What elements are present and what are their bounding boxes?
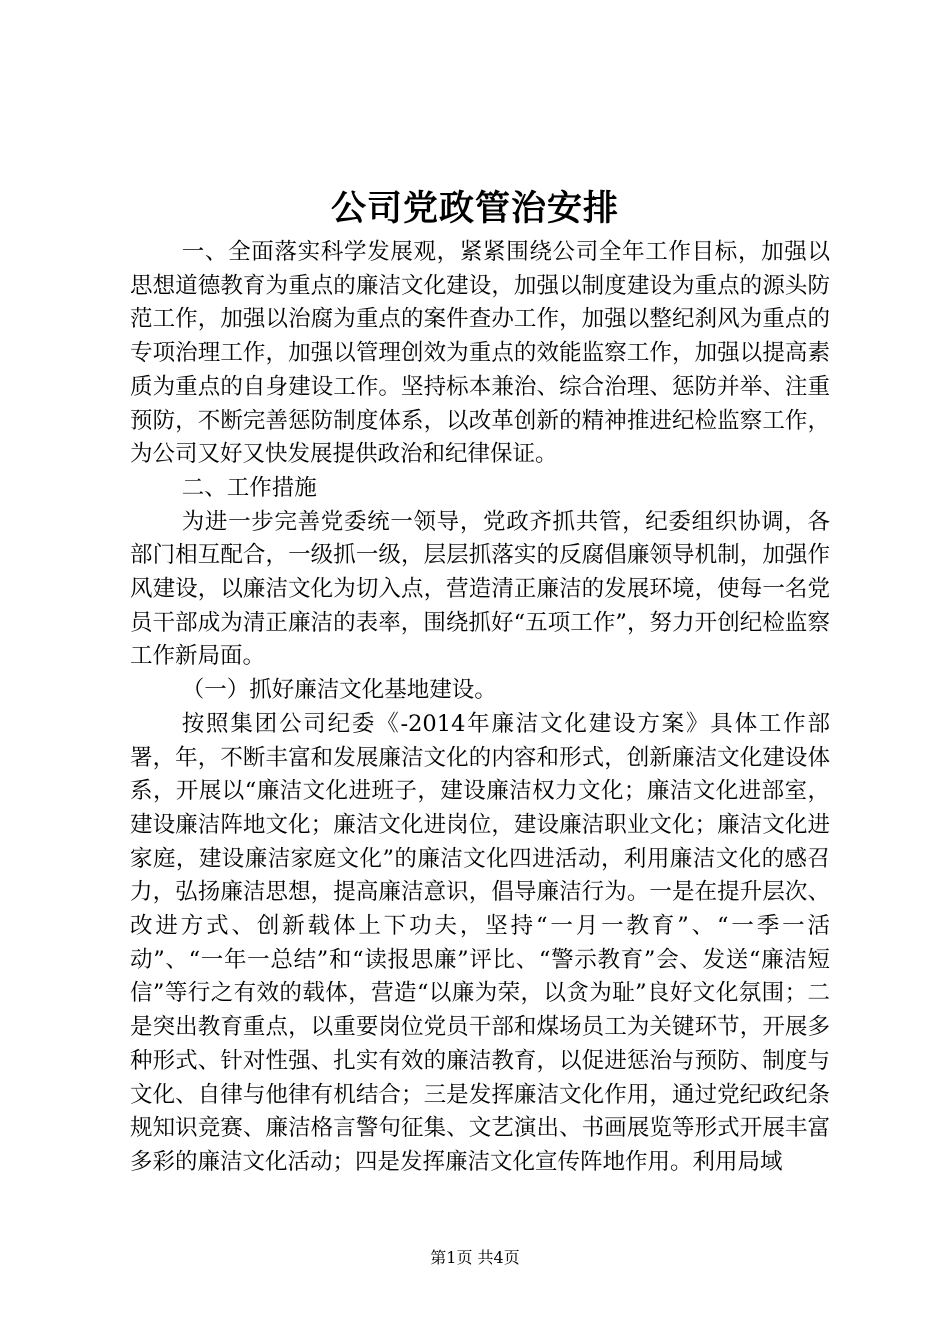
page-number-footer: 第1页 共4页 xyxy=(430,1248,520,1267)
subsection-heading-culture-base: （一）抓好廉洁文化基地建设。 xyxy=(181,677,497,704)
paragraph-culture-base: 按照集团公司纪委《-2014年廉洁文化建设方案》具体工作部署，年，不断丰富和发展廉洁文化的内容和形式，创新廉洁文化建设体系，开展以“廉洁文化进班子，建设廉洁权力文化；廉洁文化进部室，建设廉洁阵地文化；廉洁文化进岗位，建设廉洁职业文化；廉洁文化进家庭，建设廉洁家庭文化”的廉洁文化四进活动，利用廉洁文化的感召力，弘扬廉洁思想，提高廉洁意识，倡导廉洁行为。一是在提升层次、改进方式、创新载体上下功夫，坚持“一月一教育”、“一季一活动”、“一年一总结”和“读报思廉”评比、“警示教育”会、发送“廉洁短信”等行之有效的载体，营造“以廉为荣，以贪为耻”良好文化氛围；二是突出教育重点，以重要岗位党员干部和煤场员工为关键环节，开展多种形式、针对性强、扎实有效的廉洁教育，以促进惩治与预防、制度与文化、自律与他律有机结合；三是发挥廉洁文化作用，通过党纪政纪条规知识竞赛、廉洁格言警句征集、文艺演出、书画展览等形式开展丰富多彩的廉洁文化活动；四是发挥廉洁文化宣传阵地作用。利用局域 xyxy=(130,710,830,1175)
document-title: 公司党政管治安排 xyxy=(330,188,619,229)
paragraph-goal: 一、全面落实科学发展观，紧紧围绕公司全年工作目标，加强以思想道德教育为重点的廉洁文化建设，加强以制度建设为重点的源头防范工作，加强以治腐为重点的案件查办工作，加强以整纪刹风为重点的专项治理工作，加强以管理创效为重点的效能监察工作，加强以提高素质为重点的自身建设工作。坚持标本兼治、综合治理、惩防并举、注重预防，不断完善惩防制度体系，以改革创新的精神推进纪检监察工作，为公司又好又快发展提供政治和纪律保证。 xyxy=(130,239,830,468)
paragraph-measures: 为进一步完善党委统一领导，党政齐抓共管，纪委组织协调，各部门相互配合，一级抓一级，层层抓落实的反腐倡廉领导机制，加强作风建设，以廉洁文化为切入点，营造清正廉洁的发展环境，使每一名党员干部成为清正廉洁的表率，围绕抓好“五项工作”，努力开创纪检监察工作新局面。 xyxy=(130,508,830,670)
section-heading-measures: 二、工作措施 xyxy=(181,474,317,501)
document-body xyxy=(130,236,830,1180)
